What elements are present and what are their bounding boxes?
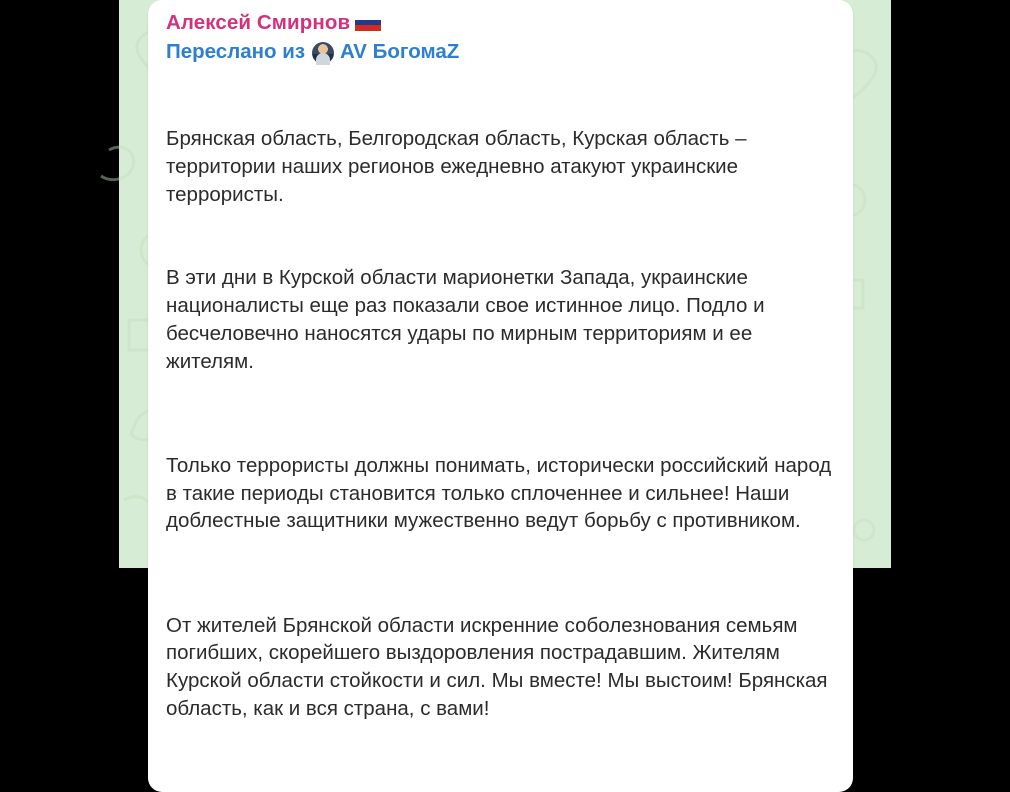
message-paragraph: Только террористы должны понимать, исторически российский народ в такие периоды становится только сплоченнее и сильнее! Наши доблестные защитники мужественно ведут борьбу с противником.	[166, 453, 837, 533]
message-text	[166, 70, 835, 778]
message-paragraph: Брянская область, Белгородская область, Курская область – территории наших регионов ежедневно атакуют украинские террористы.	[166, 127, 753, 206]
forwarded-from[interactable]	[166, 39, 835, 66]
message-bubble[interactable]	[148, 0, 853, 792]
forwarded-from-label: Переслано из	[166, 40, 306, 64]
message-author-name: Алексей Смирнов	[166, 11, 351, 34]
russian-flag-icon	[355, 14, 381, 31]
message-paragraph: От жителей Брянской области искренние соболезнования семьям погибших, скорейшего выздоровления пострадавшим. Жителям Курской области стойкости и сил. Мы вместе! Мы выстоим! Брянская область, как и вся страна, с вами!	[166, 613, 834, 720]
message-paragraph: В эти дни в Курской области марионетки Запада, украинские националисты еще раз показали свое истинное лицо. Подло и бесчеловечно наносятся удары по мирным территориям и ее жителям.	[166, 266, 771, 373]
forward-source-avatar	[312, 42, 334, 64]
forward-source-name[interactable]: AV БогомаZ	[340, 40, 460, 64]
message-author[interactable]	[166, 10, 835, 36]
